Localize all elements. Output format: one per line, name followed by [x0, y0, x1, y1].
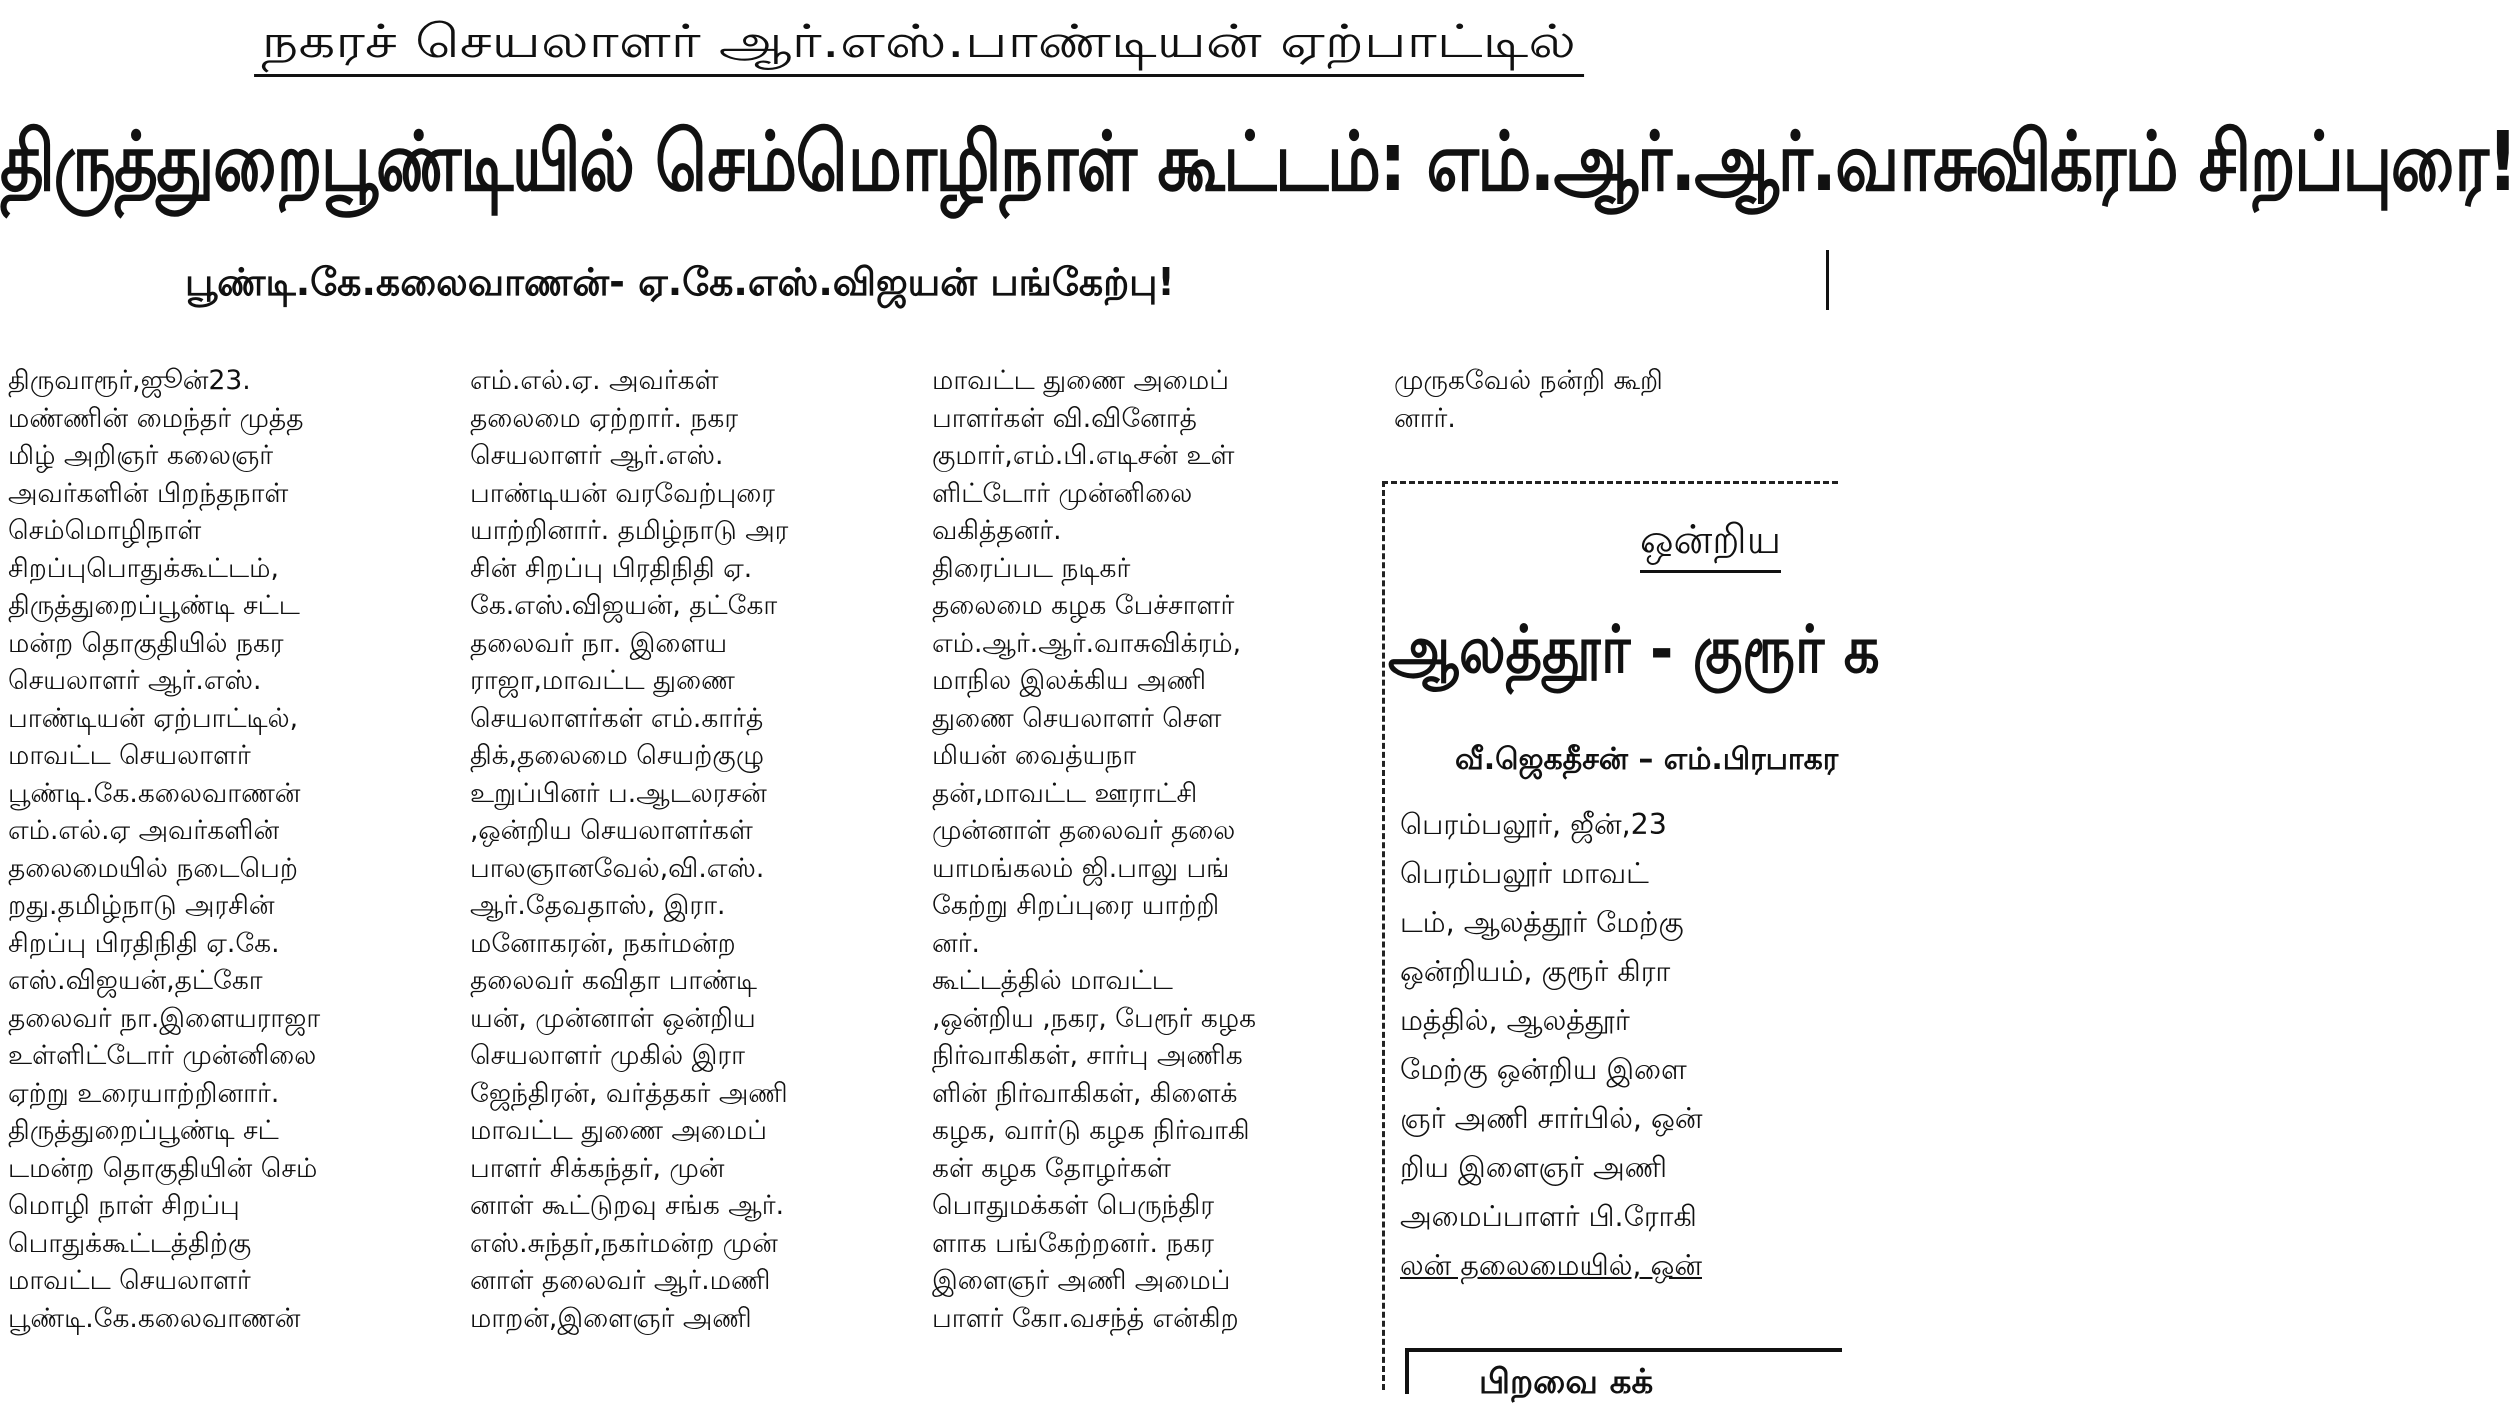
text-line: மாவட்ட துணை அமைப்	[470, 1115, 767, 1146]
column-2	[470, 362, 910, 1390]
text-line: குமார்,எம்.பி.எடிசன் உள்	[932, 440, 1235, 471]
text-line: தலைமை கழக பேச்சாளர்	[932, 590, 1235, 621]
text-line: பொதுக்கூட்டத்திற்கு	[8, 1227, 252, 1259]
text-line: மத்தில், ஆலத்தூர்	[1400, 1004, 1630, 1037]
text-line: கழக, வார்டு கழக நிர்வாகி	[932, 1115, 1250, 1146]
text-line: மாவட்ட துணை அமைப்	[932, 365, 1229, 396]
text-line: முன்னாள் தலைவர் தலை	[932, 815, 1236, 846]
text-line: இளைஞர் அணி அமைப்	[932, 1265, 1231, 1296]
text-line: தலைமை ஏற்றார். நகர	[470, 402, 739, 434]
column-3	[932, 362, 1372, 1390]
text-line: மியன் வைத்யநா	[932, 740, 1137, 771]
text-line: எம்.எல்.ஏ. அவர்கள்	[470, 365, 719, 396]
text-line: மிழ் அறிஞர் கலைஞர்	[8, 440, 274, 471]
text-line: டமன்ற தொகுதியின் செம்	[8, 1152, 318, 1184]
text-line: கேற்று சிறப்புரை யாற்றி	[932, 890, 1220, 921]
text-line: பாளர்கள் வி.வினோத்	[932, 402, 1197, 434]
text-line: மொழி நாள் சிறப்பு	[8, 1190, 240, 1221]
text-line: முருகவேல் நன்றி கூறி	[1394, 365, 1663, 396]
side-headline: ஆலத்தூர் - குரூர் க	[1388, 611, 1880, 688]
text-line: சிறப்பு பிரதிநிதி ஏ.கே.	[8, 927, 280, 959]
text-line: தலைவர் கவிதா பாண்டி	[470, 965, 757, 996]
subhead: பூண்டி.கே.கலைவாணன்- ஏ.கே.எஸ்.விஜயன் பங்கேற்பு!	[185, 260, 1175, 304]
text-line: யன், முன்னாள் ஒன்றிய	[470, 1002, 756, 1034]
text-line: ளின் நிர்வாகிகள், கிளைக்	[932, 1077, 1238, 1109]
text-line: பொதுமக்கள் பெருந்திர	[932, 1190, 1215, 1221]
text-line: பாலஞானவேல்,வி.எஸ்.	[470, 852, 765, 884]
text-line: கூட்டத்தில் மாவட்ட	[932, 965, 1173, 996]
text-line: செயலாளர் ஆர்.எஸ்.	[8, 665, 262, 696]
side-box-top-border	[1382, 481, 1838, 484]
headline: திருத்துறைபூண்டியில் செம்மொழிநாள் கூட்டம்: எம்.ஆர்.ஆர்.வாசுவிக்ரம் சிறப்புரை!	[0, 115, 2517, 210]
text-line: செயலாளர்கள் எம்.கார்த்	[470, 702, 764, 734]
text-line: உள்ளிட்டோர் முன்னிலை	[8, 1040, 317, 1071]
kicker	[0, 8, 1838, 77]
text-line: றது.தமிழ்நாடு அரசின்	[8, 890, 275, 921]
text-line: ஜேந்திரன், வர்த்தகர் அணி	[470, 1077, 788, 1109]
text-line: பூண்டி.கே.கலைவாணன்	[8, 1302, 301, 1334]
text-line: ஞர் அணி சார்பில், ஒன்	[1400, 1102, 1703, 1135]
text-line: னர்.	[932, 927, 980, 959]
text-line: மாவட்ட செயலாளர்	[8, 740, 251, 771]
text-line: திக்,தலைமை செயற்குழு	[470, 740, 765, 771]
text-line: துணை செயலாளர் சௌ	[932, 702, 1222, 734]
text-line: பாண்டியன் வரவேற்புரை	[470, 477, 775, 509]
text-line: ஒன்றியம், குரூர் கிரா	[1400, 955, 1671, 988]
text-line: மாநில இலக்கிய அணி	[932, 665, 1206, 696]
text-line: எஸ்.விஜயன்,தட்கோ	[8, 965, 263, 996]
text-line: பாண்டியன் ஏற்பாட்டில்,	[8, 702, 299, 734]
text-line: மாறன்,இளைஞர் அணி	[470, 1302, 752, 1334]
text-line: செம்மொழிநாள்	[8, 515, 202, 546]
text-line: மேற்கு ஒன்றிய இளை	[1400, 1053, 1687, 1086]
boxed-item-text: பிறவை கக்	[1479, 1362, 1654, 1402]
text-line: ஏற்று உரையாற்றினார்.	[8, 1077, 280, 1109]
text-line: லன் தலைமையில், ஒன்	[1400, 1249, 1702, 1282]
text-line: ,ஒன்றிய செயலாளர்கள்	[470, 815, 753, 846]
text-line: தலைவர் நா.இளையராஜா	[8, 1002, 321, 1034]
text-line: யாற்றினார். தமிழ்நாடு அர	[470, 515, 789, 546]
text-line: ளிட்டோர் முன்னிலை	[932, 477, 1193, 509]
text-line: கே.எஸ்.விஜயன், தட்கோ	[470, 590, 778, 621]
text-line: வகித்தனர்.	[932, 515, 1062, 546]
text-line: உறுப்பினர் ப.ஆடலரசன்	[470, 777, 767, 809]
text-line: ,ஒன்றிய ,நகர, பேரூர் கழக	[932, 1002, 1257, 1034]
text-line: தலைவர் நா. இளைய	[470, 627, 728, 659]
text-line: சிறப்புபொதுக்கூட்டம்,	[8, 552, 279, 584]
text-line: னார்.	[1394, 402, 1456, 434]
text-line: எம்.எல்.ஏ அவர்களின்	[8, 815, 280, 846]
text-line: கள் கழக தோழர்கள்	[932, 1152, 1171, 1184]
text-line: தன்,மாவட்ட ஊராட்சி	[932, 777, 1198, 809]
text-line: எம்.ஆர்.ஆர்.வாசுவிக்ரம்,	[932, 627, 1242, 659]
text-line: திரைப்பட நடிகர்	[932, 552, 1131, 584]
text-line: யாமங்கலம் ஜி.பாலு பங்	[932, 852, 1230, 884]
text-line: மன்ற தொகுதியில் நகர	[8, 627, 284, 659]
text-line: செயலாளர் ஆர்.எஸ்.	[470, 440, 724, 471]
text-line: பெரம்பலூர் மாவட்	[1400, 857, 1649, 890]
text-line: பாளர் கோ.வசந்த் என்கிற	[932, 1302, 1239, 1334]
side-subhead: வீ.ஜெகதீசன் – எம்.பிரபாகர	[1455, 742, 1839, 777]
text-line: பூண்டி.கே.கலைவாணன்	[8, 777, 301, 809]
text-line: திருத்துறைப்பூண்டி சட்	[8, 1115, 279, 1146]
column-4	[1394, 362, 1838, 462]
text-line: பெரம்பலூர், ஜீன்,23	[1400, 808, 1667, 841]
text-line: மனோகரன், நகர்மன்ற	[470, 927, 736, 959]
text-line: தலைமையில் நடைபெற்	[8, 852, 298, 884]
side-kicker: ஒன்றிய	[1640, 510, 1781, 573]
text-line: எஸ்.சுந்தர்,நகர்மன்ற முன்	[470, 1227, 778, 1259]
text-line: சின் சிறப்பு பிரதிநிதி ஏ.	[470, 552, 753, 584]
text-line: ராஜா,மாவட்ட துணை	[470, 665, 735, 696]
right-edge-rule	[1826, 250, 1829, 310]
kicker-text: நகரச் செயலாளர் ஆர்.எஸ்.பாண்டியன் ஏற்பாட்டில்	[254, 8, 1583, 77]
text-line: நிர்வாகிகள், சார்பு அணிக	[932, 1040, 1243, 1071]
text-line: டம், ஆலத்தூர் மேற்கு	[1400, 906, 1684, 939]
text-line: செயலாளர் முகில் இரா	[470, 1040, 745, 1071]
text-line: ளாக பங்கேற்றனர். நகர	[932, 1227, 1214, 1259]
text-line: திருவாரூர்,ஜூன்23.	[8, 365, 251, 396]
side-box-left-border	[1382, 481, 1385, 1390]
text-line: அமைப்பாளர் பி.ரோகி	[1400, 1200, 1697, 1233]
text-line: திருத்துறைப்பூண்டி சட்ட	[8, 590, 300, 621]
text-line: னாள் தலைவர் ஆர்.மணி	[470, 1265, 771, 1296]
text-line: னாள் கூட்டுறவு சங்க ஆர்.	[470, 1190, 785, 1221]
side-body	[1400, 800, 1838, 1320]
text-line: மண்ணின் மைந்தர் முத்த	[8, 402, 304, 434]
text-line: ஆர்.தேவதாஸ், இரா.	[470, 890, 726, 921]
text-line: றிய இளைஞர் அணி	[1400, 1151, 1668, 1184]
text-line: பாளர் சிக்கந்தர், முன்	[470, 1152, 725, 1184]
boxed-item	[1405, 1348, 1842, 1402]
text-line: மாவட்ட செயலாளர்	[8, 1265, 251, 1296]
column-1	[8, 362, 448, 1390]
text-line: அவர்களின் பிறந்தநாள்	[8, 477, 289, 509]
